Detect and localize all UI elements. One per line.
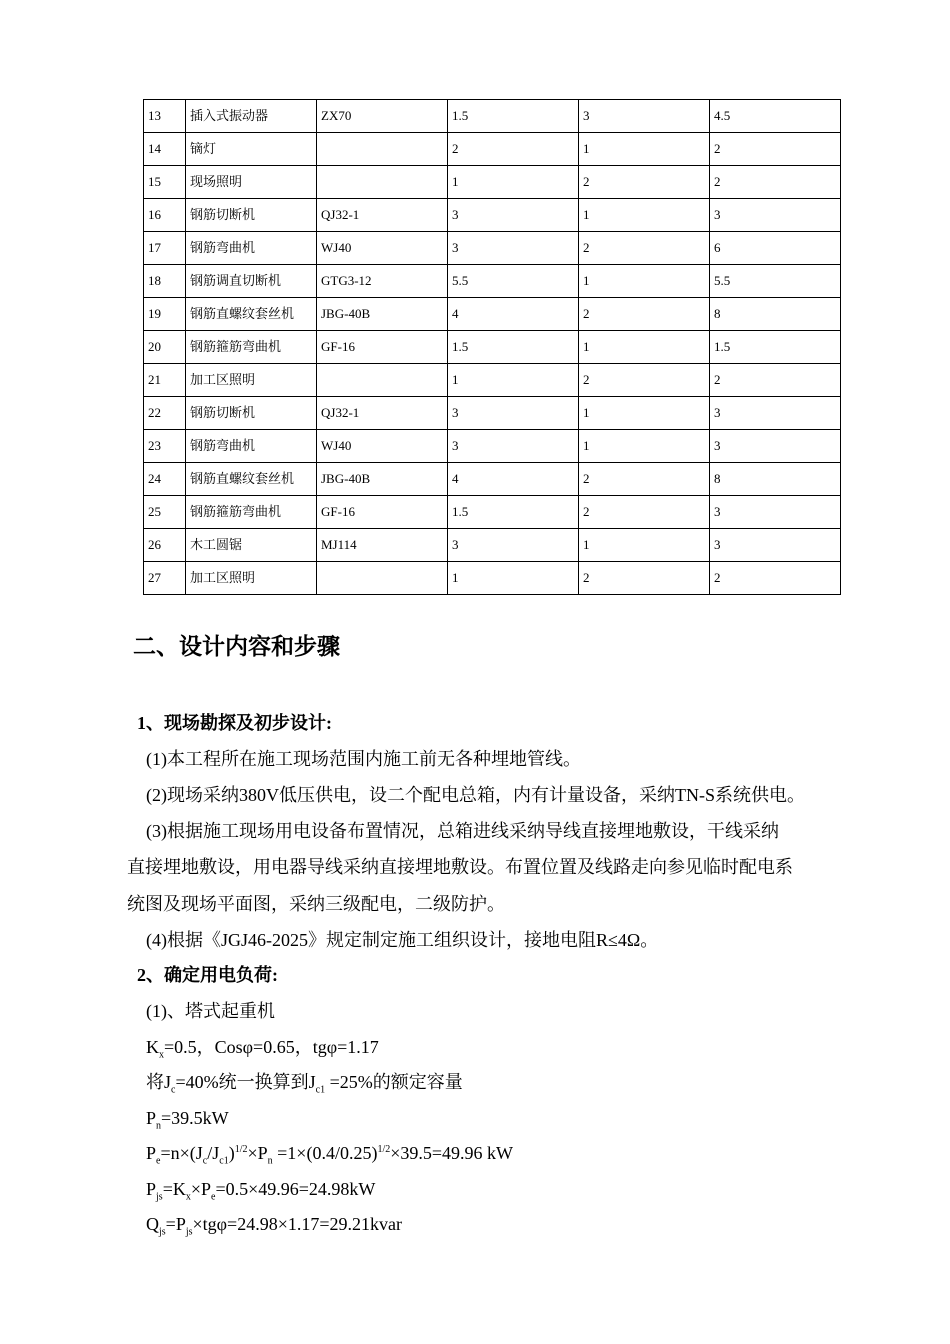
formula-qjs: $Q_{js}=P_{js}\times tg\varphi=24.98\times 1.17=29.21kvar$ [146,1214,402,1238]
cell-index: 25 [144,496,186,529]
cell-total-power: 3 [710,430,841,463]
cell-model: GF-16 [317,331,448,364]
cell-rated-power: 4 [448,463,579,496]
cell-total-power: 2 [710,166,841,199]
cell-index: 21 [144,364,186,397]
cell-quantity: 1 [579,331,710,364]
step1-paragraph-3-line1: (3)根据施工现场用电设备布置情况，总箱进线采纳导线直接埋地敷设，干线采纳 [146,821,779,841]
cell-total-power: 8 [710,298,841,331]
table-row [144,562,841,595]
cell-model: QJ32-1 [317,199,448,232]
cell-model: GTG3-12 [317,265,448,298]
cell-total-power: 3 [710,529,841,562]
cell-equipment-name: 钢筋直螺纹套丝机 [186,463,317,496]
cell-quantity: 1 [579,397,710,430]
table-row [144,430,841,463]
step2-item-tower-crane: (1)、塔式起重机 [146,1001,275,1021]
table-row [144,232,841,265]
formula-pe: $P_e=n\times(J_c/J_{c1})^{1/2}\times P_n =1\times(0.4/0.25)^{1/2}\times 39.5=49.96$ kW [146,1143,514,1167]
cell-model: WJ40 [317,232,448,265]
cell-quantity: 3 [579,100,710,133]
cell-equipment-name: 钢筋弯曲机 [186,430,317,463]
step1-paragraph-1: (1)本工程所在施工现场范围内施工前无各种埋地管线。 [146,749,581,769]
cell-total-power: 2 [710,562,841,595]
cell-model: JBG-40B [317,463,448,496]
cell-rated-power: 1 [448,562,579,595]
cell-total-power: 5.5 [710,265,841,298]
cell-quantity: 1 [579,430,710,463]
cell-total-power: 3 [710,199,841,232]
cell-index: 13 [144,100,186,133]
table-row [144,331,841,364]
table-row [144,397,841,430]
cell-quantity: 1 [579,199,710,232]
cell-rated-power: 3 [448,529,579,562]
cell-rated-power: 2 [448,133,579,166]
table-row [144,133,841,166]
cell-rated-power: 1 [448,364,579,397]
cell-index: 24 [144,463,186,496]
table-row [144,199,841,232]
cell-model: ZX70 [317,100,448,133]
cell-index: 23 [144,430,186,463]
table-row [144,496,841,529]
cell-model: QJ32-1 [317,397,448,430]
cell-quantity: 2 [579,364,710,397]
cell-index: 15 [144,166,186,199]
table-row [144,364,841,397]
step1-paragraph-3-line2: 直接埋地敷设，用电器导线采纳直接埋地敷设。布置位置及线路走向参见临时配电系 [127,857,793,877]
cell-rated-power: 3 [448,397,579,430]
cell-index: 22 [144,397,186,430]
cell-rated-power: 5.5 [448,265,579,298]
cell-index: 20 [144,331,186,364]
cell-equipment-name: 钢筋切断机 [186,397,317,430]
step1-paragraph-3-line3: 统图及现场平面图，采纳三级配电，二级防护。 [127,894,505,914]
section-title: 二、设计内容和步骤 [133,634,340,660]
cell-equipment-name: 钢筋调直切断机 [186,265,317,298]
table-row [144,463,841,496]
cell-index: 27 [144,562,186,595]
formula-jc: 将$J_c=40\%$统一换算到$J_{c1} =25\%$的额定容量 [146,1072,463,1096]
cell-equipment-name: 钢筋直螺纹套丝机 [186,298,317,331]
cell-quantity: 2 [579,298,710,331]
table-row [144,529,841,562]
cell-rated-power: 4 [448,298,579,331]
cell-quantity: 1 [579,133,710,166]
cell-rated-power: 1.5 [448,496,579,529]
formula-kx: $K_x=0.5$，Cosφ=0.65，tgφ=1.17 [146,1037,379,1061]
cell-total-power: 4.5 [710,100,841,133]
cell-equipment-name: 镝灯 [186,133,317,166]
cell-total-power: 6 [710,232,841,265]
cell-total-power: 1.5 [710,331,841,364]
cell-quantity: 1 [579,529,710,562]
equipment-table [143,99,841,595]
cell-index: 17 [144,232,186,265]
cell-equipment-name: 现场照明 [186,166,317,199]
cell-model: WJ40 [317,430,448,463]
cell-model: JBG-40B [317,298,448,331]
cell-rated-power: 3 [448,199,579,232]
cell-rated-power: 1.5 [448,100,579,133]
cell-index: 16 [144,199,186,232]
cell-model [317,562,448,595]
cell-index: 26 [144,529,186,562]
cell-model: MJ114 [317,529,448,562]
cell-quantity: 2 [579,496,710,529]
table-row [144,100,841,133]
step1-paragraph-4: (4)根据《JGJ46-2025》规定制定施工组织设计，接地电阻R≤4Ω。 [146,930,659,950]
cell-quantity: 2 [579,463,710,496]
cell-rated-power: 1.5 [448,331,579,364]
cell-model [317,133,448,166]
cell-equipment-name: 加工区照明 [186,562,317,595]
cell-equipment-name: 木工圆锯 [186,529,317,562]
table-row [144,265,841,298]
cell-equipment-name: 插入式振动器 [186,100,317,133]
table-row [144,166,841,199]
cell-equipment-name: 钢筋弯曲机 [186,232,317,265]
formula-pn: $P_n=39.5kW$ [146,1108,229,1132]
cell-model [317,364,448,397]
cell-quantity: 2 [579,232,710,265]
cell-total-power: 3 [710,397,841,430]
cell-quantity: 1 [579,265,710,298]
cell-rated-power: 3 [448,232,579,265]
cell-quantity: 2 [579,562,710,595]
step1-heading: 1、现场勘探及初步设计: [137,713,332,733]
cell-equipment-name: 钢筋切断机 [186,199,317,232]
cell-total-power: 3 [710,496,841,529]
step1-paragraph-2: (2)现场采纳380V低压供电，设二个配电总箱，内有计量设备，采纳TN-S系统供电。 [146,785,805,805]
cell-equipment-name: 加工区照明 [186,364,317,397]
cell-rated-power: 1 [448,166,579,199]
cell-index: 14 [144,133,186,166]
cell-total-power: 8 [710,463,841,496]
cell-index: 18 [144,265,186,298]
cell-model [317,166,448,199]
cell-total-power: 2 [710,364,841,397]
table-row [144,298,841,331]
cell-total-power: 2 [710,133,841,166]
cell-equipment-name: 钢筋箍筋弯曲机 [186,331,317,364]
cell-equipment-name: 钢筋箍筋弯曲机 [186,496,317,529]
step2-heading: 2、确定用电负荷: [137,965,278,985]
cell-quantity: 2 [579,166,710,199]
cell-model: GF-16 [317,496,448,529]
cell-index: 19 [144,298,186,331]
equipment-table-body [144,100,841,595]
cell-rated-power: 3 [448,430,579,463]
formula-pjs: $P_{js}=K_x\times P_e=0.5\times 49.96=24.98kW$ [146,1179,376,1203]
